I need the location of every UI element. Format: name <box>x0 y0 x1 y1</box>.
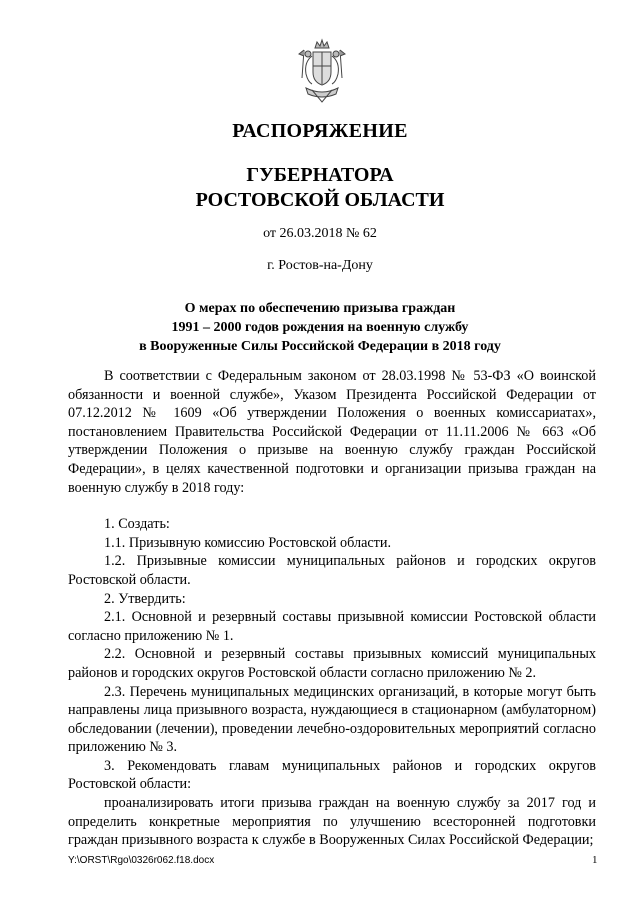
subject-line-1: О мерах по обеспечению призыва граждан <box>184 301 456 316</box>
item-2-2: 2.2. Основной и резервный составы призывных комиссий муниципальных районов и городских округов Ростовской области согласно приложению № 2. <box>68 646 596 681</box>
item-3: 3. Рекомендовать главам муниципальных районов и городских округов Ростовской области: <box>68 757 596 793</box>
document-date-number: от 26.03.2018 № 62 <box>263 226 377 241</box>
page-number: 1 <box>592 854 598 866</box>
item-2-3: 2.3. Перечень муниципальных медицинских организаций, в которые могут быть направлены лица призывного возраста, нуждающиеся в стационарном (амбулаторном) обследовании (лечении), проведении лечебно-оздоровительных мероприятий согласно приложению № 3. <box>68 683 596 756</box>
item-2-1: 2.1. Основной и резервный составы призывной комиссии Ростовской области согласно приложению № 1. <box>68 609 596 644</box>
footer-file-path: Y:\ORST\Rgo\0326r062.f18.docx <box>68 855 215 866</box>
item-1: 1. Создать: <box>104 516 170 533</box>
coat-of-arms-icon <box>298 38 346 104</box>
subject-line-3: в Вооруженные Силы Российской Федерации в 2018 году <box>139 339 501 354</box>
item-1-2: 1.2. Призывные комиссии муниципальных районов и городских округов Ростовской области. <box>68 553 596 588</box>
document-subject <box>0 299 640 356</box>
issuer-line-1: ГУБЕРНАТОРА <box>246 164 394 186</box>
preamble-paragraph: В соответствии с Федеральным законом от 28.03.1998 № 53-ФЗ «О воинской обязанности и военной службе», Указом Президента Российской Федерации от 07.12.2012 № 1609 «Об утверждении Положения о военных комиссариатах», постановлением Правительства Российской Федерации от 11.11.2006 № 663 «Об утверждении Положения о призыве на военную службу граждан Российской Федерации», в целях качественной подготовки и организации призыва граждан на военную службу в 2018 году: <box>68 368 596 496</box>
item-1-1: 1.1. Призывную комиссию Ростовской области. <box>104 534 392 551</box>
item-2: 2. Утвердить: <box>104 590 186 607</box>
document-type-title: РАСПОРЯЖЕНИЕ <box>232 120 408 142</box>
document-body <box>68 367 596 850</box>
issuer-title <box>0 163 640 213</box>
issuer-line-2: РОСТОВСКОЙ ОБЛАСТИ <box>195 189 445 211</box>
document-city: г. Ростов-на-Дону <box>267 258 373 273</box>
subject-line-2: 1991 – 2000 годов рождения на военную службу <box>171 320 469 335</box>
item-3-a: проанализировать итоги призыва граждан на военную службу за 2017 год и определить конкретные мероприятия по улучшению всесторонней подготовки граждан призывного возраста к службе в Вооруженных Силах Российской Федерации; <box>68 795 596 849</box>
